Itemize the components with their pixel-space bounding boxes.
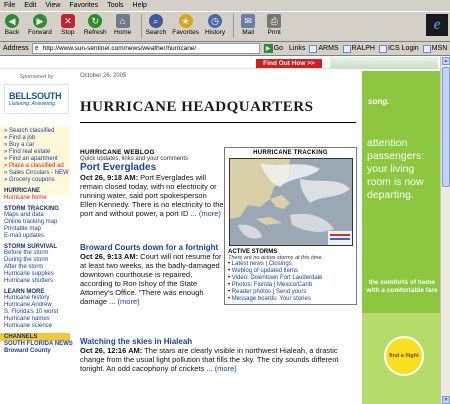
active-storms-header: ACTIVE STORMS [228,249,278,255]
weblog-subtitle: Quick updates, links and your comments [80,156,189,162]
tracking-link[interactable]: • Video: Downtown Fort Lauderdale [228,275,355,282]
link-msn-label: MSN [431,45,448,52]
mail-icon: ✉ [241,14,255,28]
tracking-link[interactable]: • Photos: Florida | Mexico/Carib [228,282,355,289]
link-msn[interactable] [423,45,448,53]
classified-links [0,126,70,186]
link-arms[interactable] [309,45,338,53]
classified-link[interactable]: » Buy a car [4,142,35,148]
classified-link[interactable]: » Place a classified ad [4,163,64,169]
toolbar [0,12,450,42]
nav-link[interactable]: S. Florida's 10 worst [4,309,59,315]
link-ralph-label: RALPH [351,45,375,52]
nav-section-storm-tracking: STORM TRACKING [4,206,59,212]
nav-link[interactable]: Hurricane shutters [4,278,54,284]
nav-link[interactable]: After the storm [4,264,44,270]
print-button[interactable] [264,14,284,36]
bellsouth-tagline: Listening. Answering. [9,101,57,107]
forward-button[interactable] [28,14,52,36]
address-label: Address [3,45,29,52]
link-ralph[interactable] [343,45,375,53]
tracking-link[interactable]: • Weblog of updated items [228,268,355,275]
link-page-icon [343,45,351,53]
web-page [0,57,450,404]
nav-link[interactable]: E-mail updates [4,233,45,239]
forward-label: Forward [28,29,52,36]
hurricane-weblog [80,149,224,218]
history-label: History [204,29,226,36]
menu-file[interactable]: File [4,2,16,9]
menu-tools[interactable]: Tools [107,2,124,9]
nav-link-hurricane-home[interactable]: Hurricane home [4,195,47,201]
story-time: Oct 26, 12:16 AM: [80,346,143,355]
song-airline-ad[interactable] [362,71,440,404]
tracking-map[interactable] [229,158,353,246]
history-icon: ◷ [208,14,222,28]
favorites-button[interactable] [172,14,199,36]
sponsor-label: Sponsored by [19,74,54,80]
back-label: Back [4,29,20,36]
classified-link[interactable]: » Find an apartment [4,156,58,162]
title-divider [80,122,356,123]
link-ics-label: ICS Login [387,45,419,52]
stop-icon: ✕ [61,14,75,28]
home-icon: ⌂ [116,14,130,28]
go-label: Go [273,45,284,52]
search-label: Search [145,29,167,36]
nav-link[interactable]: Maps and data [4,212,44,218]
channels-header: CHANNELS [0,333,70,341]
classified-link[interactable]: » Find a job [4,135,36,141]
menu-help[interactable]: Help [132,2,147,9]
printer-icon: ⎙ [267,14,281,28]
more-link[interactable]: (more) [214,364,237,373]
story-body [80,173,224,218]
nav-link[interactable]: Hurricane names [4,316,50,322]
nav-link[interactable]: Online tracking map [4,219,58,225]
story-time: Oct 26, 9:18 AM: [80,173,139,182]
story-headline-link[interactable]: Watching the skies in Hialeah [80,337,193,346]
active-storms-note: There are no active storms at this time. [228,255,324,261]
scroll-up-icon[interactable]: ▲ [443,58,449,64]
address-bar [0,42,450,56]
toolbar-separator [141,14,142,38]
tracking-link[interactable]: • Reader photos | Send yours [228,289,355,296]
nav-section-storm-survival: STORM SURVIVAL [4,244,58,250]
refresh-icon: ↻ [88,14,102,28]
link-ics-login[interactable] [379,45,419,53]
nav-link[interactable]: Hurricane supplies [4,271,54,277]
story-text: The stars are clearly visible in northwest Hialeah, a drastic change from the usual light pollution that fills the sky. The city sounds different tonight. An odd cacophony of crickets ... [80,346,339,373]
story-item [80,337,360,373]
bellsouth-logo[interactable] [4,84,69,114]
story-text: Port Everglades will remain closed today, with no electricity or running water, said port spokesperson Ellen Kennedy. There is no electricity to the port and without power, a port ID ... [80,173,224,218]
tracking-header: HURRICANE TRACKING [253,150,328,156]
mail-label: Mail [242,29,255,36]
classified-link[interactable]: » Sales Circulars - NEW [4,170,69,176]
ad-headline: attention passengers: your living room is now departing. [367,137,425,201]
nav-link[interactable]: During the storm [4,257,49,263]
top-ad-strip [0,57,440,69]
back-arrow-icon: ◀ [5,14,19,28]
active-storms [228,249,355,303]
story-headline-link[interactable]: Port Everglades [80,162,157,173]
favorites-label: Favorites [172,29,199,36]
home-label: Home [113,29,132,36]
vertical-scrollbar[interactable] [440,57,450,404]
nav-link[interactable]: Hurricane science [4,323,53,329]
toolbar-separator [233,14,234,38]
story-headline-link[interactable]: Broward Courts down for a fortnight [80,243,219,252]
stop-label: Stop [61,29,75,36]
go-button[interactable] [264,44,283,53]
scroll-down-icon[interactable]: ▼ [443,397,449,403]
hurricane-tracking-box [224,147,357,305]
history-button[interactable] [205,14,225,36]
link-page-icon [379,45,387,53]
tracking-link[interactable]: • Message boards: Your stories [228,296,355,303]
more-link[interactable]: (more) [117,297,140,306]
song-logo: song. [368,97,390,106]
channel-link[interactable]: Broward County [4,348,51,354]
print-label: Print [267,29,281,36]
mail-button[interactable] [238,14,258,36]
ad-tagline: the comforts of home with a comfortable fare [366,279,438,294]
classified-link[interactable]: » Find real estate [4,149,51,155]
tracking-link[interactable]: • Latest news | Closings [228,261,355,268]
nav-link[interactable]: Printable map [4,226,42,232]
address-input[interactable]: e http://www.sun-sentinel.com/news/weather/hurricane/ [32,43,260,54]
back-button[interactable] [2,14,22,36]
forward-arrow-icon: ▶ [33,14,47,28]
classified-link[interactable]: » Search classified [4,128,55,134]
story-time: Oct 26, 9:13 AM: [80,252,139,261]
browser-logo-icon: e [426,14,448,36]
link-page-icon [309,45,317,53]
refresh-label: Refresh [83,29,107,36]
scroll-thumb[interactable] [442,67,450,187]
page-date: October 26, 2005 [80,73,127,79]
weblog-header: HURRICANE WEBLOG [80,149,155,156]
go-arrow-icon: ▶ [264,44,273,53]
nav-section-hurricane: HURRICANE [0,187,70,195]
menu-favorites[interactable]: Favorites [69,2,99,9]
story-body [80,346,360,373]
home-button[interactable] [113,14,133,36]
more-link[interactable]: (more) [198,209,221,218]
find-flight-button[interactable]: find a flight [384,336,424,376]
stop-button[interactable] [58,14,78,36]
story-body [80,252,224,306]
find-out-how-ad[interactable]: Find Out How >> [256,59,322,68]
search-button[interactable] [146,14,167,36]
bellsouth-name: BELLSOUTH [9,91,62,101]
star-icon: ★ [179,14,193,28]
nav-link[interactable]: Hurricane history [4,295,50,301]
link-page-icon [423,45,431,53]
channel-link[interactable]: SOUTH FLORIDA NEWS [4,341,73,347]
ad-footer [362,313,440,404]
main-content [76,71,360,404]
satellite-map-icon [230,159,353,246]
classified-link[interactable]: » Grocery coupons [4,177,55,183]
top-ad-banner[interactable] [330,57,438,69]
menu-view[interactable]: View [45,2,61,9]
nav-section-learn-more: LEARN MORE [4,289,45,295]
links-label: Links [289,45,306,52]
story-item [80,243,224,306]
left-nav [0,71,73,404]
search-icon: ⌕ [149,14,163,28]
page-title: HURRICANE HEADQUARTERS [80,99,314,115]
nav-link[interactable]: Before the storm [4,250,49,256]
menu-bar [0,0,450,12]
link-arms-label: ARMS [318,45,339,52]
story-text: Court will not resume for at least two weeks, as the badly-damaged downtown courthouse is repaired, according to Ron Ishoy of the State Attorney's Office. "There was enough damage ... [80,252,222,306]
refresh-button[interactable] [84,14,107,36]
menu-edit[interactable]: Edit [24,2,37,9]
nav-link[interactable]: Hurricane Andrew [4,302,52,308]
